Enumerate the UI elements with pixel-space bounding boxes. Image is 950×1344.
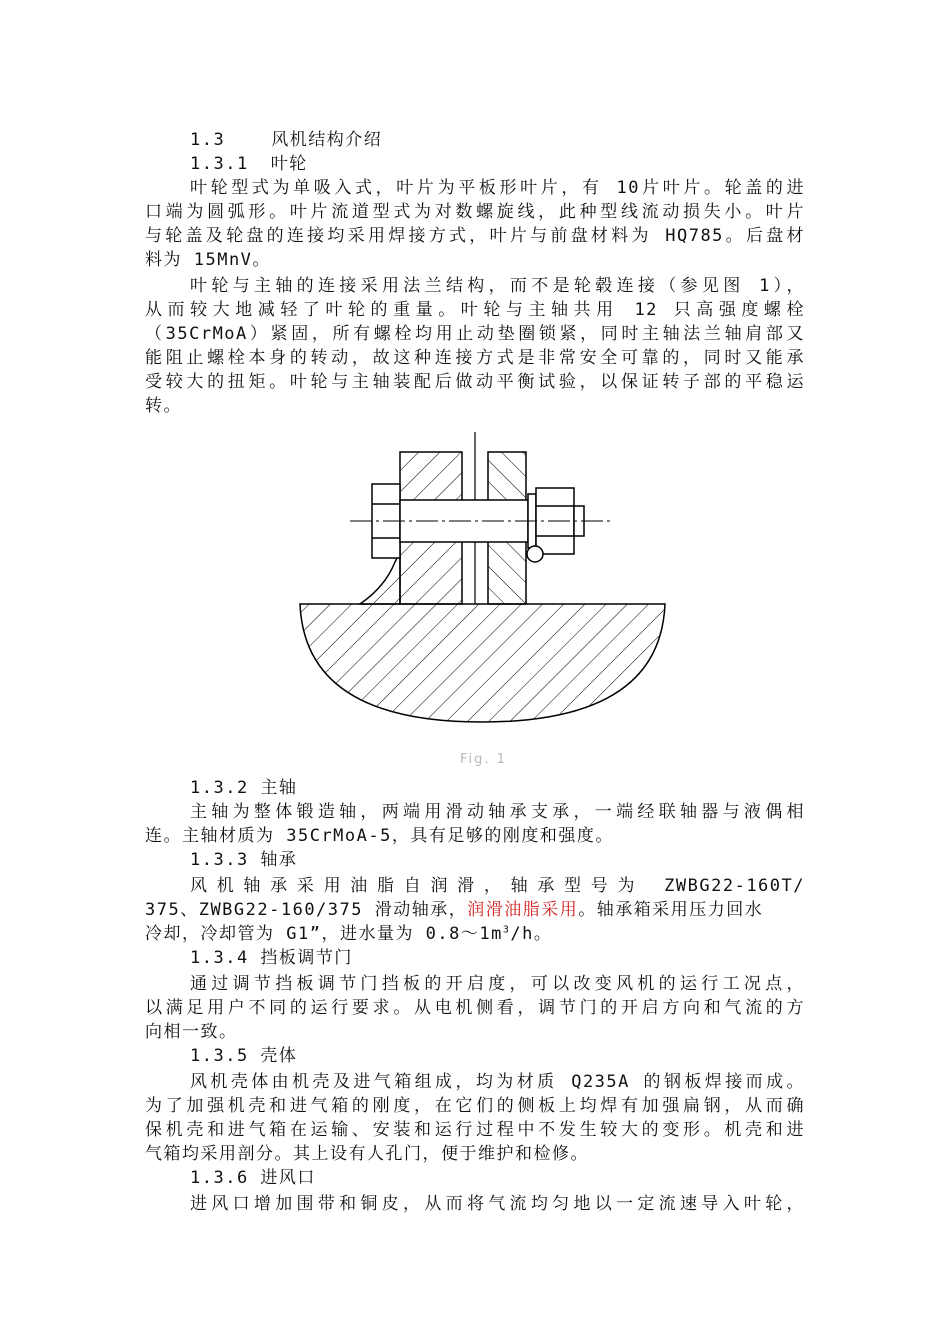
paragraph-line: 冷却，冷却管为 G1”，进水量为 $0.8\sim 1m^3/h$。 — [145, 924, 553, 944]
paragraph-line: 以满足用户不同的运行要求。从电机侧看，调节门的开启方向和气流的方 — [145, 998, 805, 1018]
section-heading-1-3-5: 1.3.5 壳体 — [190, 1046, 298, 1066]
paragraph-line: 风机壳体由机壳及进气箱组成，均为材质 Q235A 的钢板焊接而成。 — [190, 1072, 805, 1092]
impeller-hub-section — [360, 552, 400, 604]
paragraph-line: 气箱均采用剖分。其上设有人孔门，便于维护和检修。 — [145, 1144, 589, 1164]
section-heading-1-3-1: 1.3.1 叶轮 — [190, 154, 308, 174]
paragraph-line: 375、ZWBG22-160/375 滑动轴承，润滑油脂采用。轴承箱采用压力回水 — [145, 900, 764, 920]
paragraph-line: 叶轮与主轴的连接采用法兰结构，而不是轮毂连接（参见图 1）， — [190, 276, 805, 296]
paragraph-line: 口端为圆弧形。叶片流道型式为对数螺旋线，此种型线流动损失小。叶片 — [145, 202, 805, 222]
paragraph-line: 转。 — [145, 396, 182, 416]
section-heading-1-3-4: 1.3.4 挡板调节门 — [190, 948, 353, 968]
paragraph-line: 从而较大地减轻了叶轮的重量。叶轮与主轴共用 12 只高强度螺栓 — [145, 300, 805, 320]
section-heading-1-3: 1.3 风机结构介绍 — [190, 130, 383, 150]
section-heading-1-3-6: 1.3.6 进风口 — [190, 1168, 316, 1188]
paragraph-line: 与轮盖及轮盘的连接均采用焊接方式，叶片与前盘材料为 HQ785。后盘材 — [145, 226, 805, 246]
paragraph-line: 受较大的扭矩。叶轮与主轴装配后做动平衡试验，以保证转子部的平稳运 — [145, 372, 805, 392]
figure-caption: Fig. 1 — [460, 752, 507, 767]
paragraph-line: 向相一致。 — [145, 1022, 238, 1042]
shaft-section — [300, 604, 665, 722]
paragraph-line: 能阻止螺栓本身的转动，故这种连接方式是非常安全可靠的，同时又能承 — [145, 348, 805, 368]
highlighted-text: 润滑油脂采用 — [467, 900, 579, 920]
paragraph-line: 保机壳和进气箱在运输、安装和运行过程中不发生较大的变形。机壳和进 — [145, 1120, 805, 1140]
paragraph-line: 风机轴承采用油脂自润滑，轴承型号为 ZWBG22-160T/ — [190, 876, 805, 896]
section-heading-1-3-3: 1.3.3 轴承 — [190, 850, 298, 870]
paragraph-line: 通过调节挡板调节门挡板的开启度，可以改变风机的运行工况点， — [190, 974, 805, 994]
paragraph-line: 连。主轴材质为 35CrMoA-5，具有足够的刚度和强度。 — [145, 826, 614, 846]
paragraph-line: 主轴为整体锻造轴，两端用滑动轴承支承，一端经联轴器与液偶相 — [190, 802, 805, 822]
paragraph-line: 为了加强机壳和进气箱的刚度，在它们的侧板上均焊有加强扁钢，从而确 — [145, 1096, 805, 1116]
paragraph-line: （35CrMoA）紧固，所有螺栓均用止动垫圈锁紧，同时主轴法兰轴肩部又 — [145, 324, 805, 344]
paragraph-line: 叶轮型式为单吸入式，叶片为平板形叶片，有 10片叶片。轮盖的进 — [190, 178, 805, 198]
paragraph-line: 进风口增加围带和铜皮，从而将气流均匀地以一定流速导入叶轮， — [190, 1194, 805, 1214]
flange-bolt-drawing — [290, 432, 670, 737]
paragraph-line: 料为 15MnV。 — [145, 250, 271, 270]
section-heading-1-3-2: 1.3.2 主轴 — [190, 778, 298, 798]
